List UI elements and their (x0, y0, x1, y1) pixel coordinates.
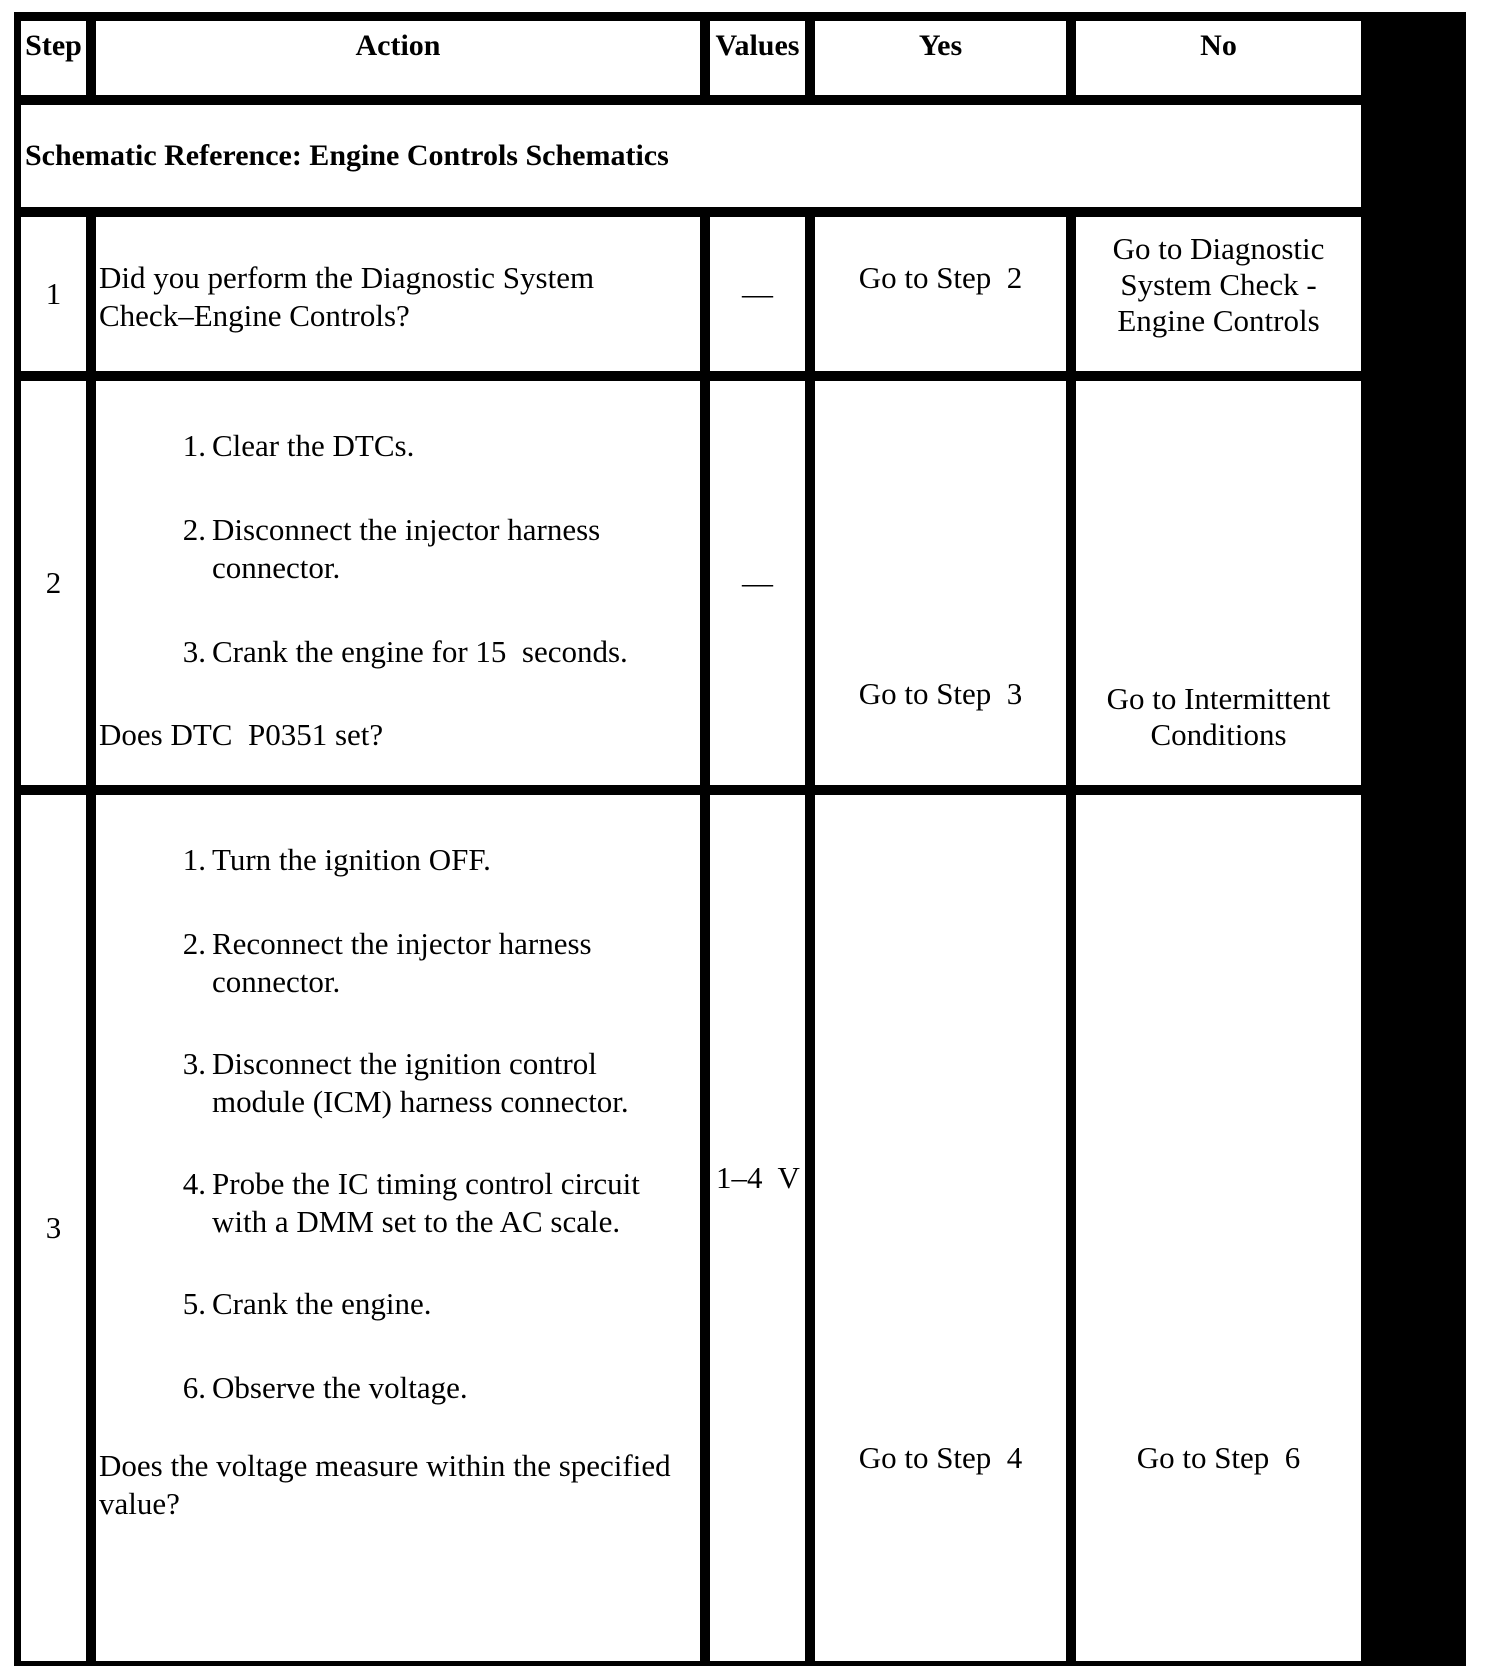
header-yes-label: Yes (918, 29, 963, 62)
row-2-item-3-text: Crank the engine for 15 seconds. (212, 634, 628, 669)
row-3-item-5-num: 5. (182, 1286, 206, 1321)
header-values (707, 18, 808, 98)
row-3-item-5-text: Crank the engine. (212, 1286, 432, 1321)
row-3-no-link[interactable]: Go to Step 6 (1136, 1440, 1301, 1475)
row-3-item-2-num: 2. (182, 926, 206, 961)
row-1-yes-link[interactable]: Go to Step 2 (858, 260, 1023, 295)
schematic-reference-row (18, 102, 1364, 210)
row-2-question: Does DTC P0351 set? (99, 717, 384, 752)
row-1-no-link[interactable]: Go to Diagnostic System Check - Engine Controls (1112, 231, 1325, 338)
row-3-item-6-text: Observe the voltage. (212, 1370, 468, 1405)
row-3-step (18, 792, 89, 1664)
row-3-value-label: 1–4 V (716, 1160, 800, 1195)
row-2-value-label: — (742, 565, 773, 600)
header-action-label: Action (355, 29, 441, 62)
header-step (18, 18, 89, 98)
row-3-yes (812, 792, 1069, 1664)
row-2-item-2-num: 2. (182, 512, 206, 547)
row-1-step (18, 214, 89, 374)
row-3-item-3-num: 3. (182, 1046, 206, 1081)
header-no (1073, 18, 1364, 98)
row-2-item-1-text: Clear the DTCs. (212, 428, 415, 463)
row-3-no (1073, 792, 1364, 1664)
row-2-item-3-num: 3. (182, 634, 206, 669)
row-2-value (707, 378, 808, 788)
row-2-item-2-text: Disconnect the injector harness connector. (212, 512, 601, 585)
row-3-question: Does the voltage measure within the specified value? (99, 1448, 671, 1521)
row-1-no (1073, 214, 1364, 374)
row-3-item-1-num: 1. (182, 842, 206, 877)
diagnostic-table (14, 12, 1466, 1666)
row-2-yes-link[interactable]: Go to Step 3 (858, 676, 1023, 711)
row-3-item-3-text: Disconnect the ignition control module (ICM) harness connector. (212, 1046, 629, 1119)
row-3-item-4-text: Probe the IC timing control circuit with a DMM set to the AC scale. (212, 1166, 640, 1239)
row-2-no-link[interactable]: Go to Intermittent Conditions (1106, 681, 1331, 752)
row-1-value-label: — (742, 276, 773, 311)
header-values-label: Values (715, 29, 800, 62)
row-3-action (93, 792, 703, 1664)
row-3-yes-link[interactable]: Go to Step 4 (858, 1440, 1023, 1475)
row-2-item-1-num: 1. (182, 428, 206, 463)
row-3-value (707, 792, 808, 1664)
header-yes (812, 18, 1069, 98)
header-action (93, 18, 703, 98)
row-2-no (1073, 378, 1364, 788)
row-1-question: Did you perform the Diagnostic System Check–Engine Controls? (99, 260, 595, 333)
header-no-label: No (1200, 29, 1237, 62)
row-3-item-4-num: 4. (182, 1166, 206, 1201)
row-3-step-label: 3 (45, 1210, 62, 1245)
row-3-item-1-text: Turn the ignition OFF. (212, 842, 491, 877)
row-2-yes (812, 378, 1069, 788)
header-step-label: Step (25, 29, 82, 62)
row-2-action (93, 378, 703, 788)
row-2-step-label: 2 (45, 565, 62, 600)
row-1-step-label: 1 (45, 276, 62, 311)
row-1-yes (812, 214, 1069, 374)
row-3-item-2-text: Reconnect the injector harness connector. (212, 926, 592, 999)
row-3-item-6-num: 6. (182, 1370, 206, 1405)
row-1-action (93, 214, 703, 374)
row-1-value (707, 214, 808, 374)
row-2-step (18, 378, 89, 788)
schematic-reference: Schematic Reference: Engine Controls Schematics (25, 139, 669, 172)
